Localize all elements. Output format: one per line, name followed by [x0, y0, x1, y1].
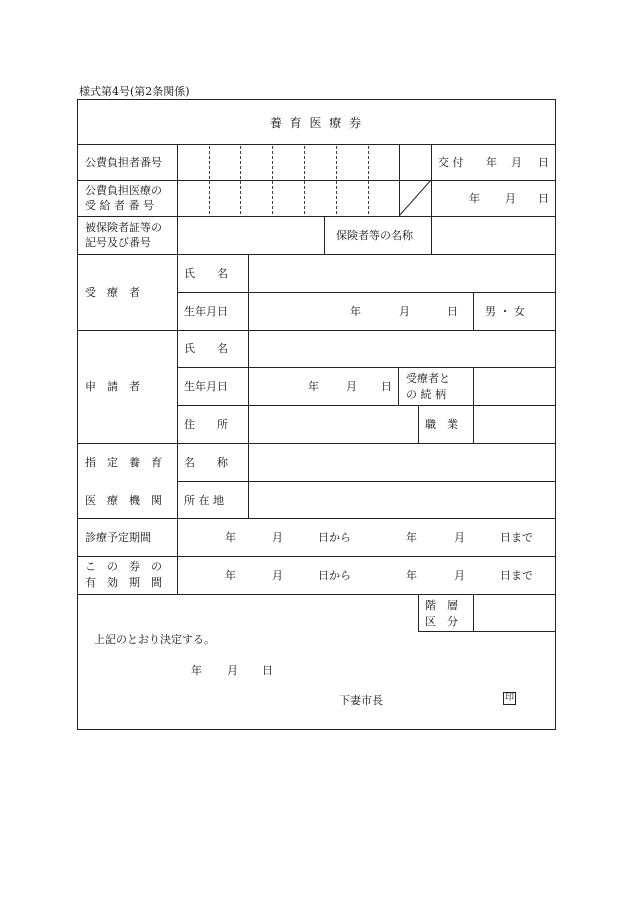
date-year: 年 — [469, 192, 480, 205]
birth-day: 日 — [447, 305, 458, 318]
decision-year: 年 — [191, 664, 202, 677]
column-divider — [324, 216, 325, 254]
digit-box-divider — [240, 146, 241, 214]
decision-day: 日 — [262, 664, 273, 677]
period-to-year: 年 — [406, 531, 417, 544]
digit-box-divider — [336, 146, 337, 214]
valid-to-month: 月 — [454, 569, 465, 582]
patient-label: 受 療 者 — [85, 286, 140, 299]
row-divider — [77, 254, 556, 255]
tier-label: 区 分 — [425, 615, 458, 628]
tier-label: 階 層 — [425, 599, 458, 612]
period-to-day: 日まで — [500, 531, 533, 544]
insured-label: 記号及び番号 — [85, 236, 151, 249]
insurer-name-label: 保険者等の名称 — [336, 229, 413, 242]
issue-day: 日 — [538, 156, 549, 169]
applicant-birth-label: 生年月日 — [184, 380, 228, 393]
validity-label: こ の 券 の — [85, 560, 162, 573]
institution-label: 医 療 機 関 — [85, 494, 162, 507]
row-divider — [77, 144, 556, 145]
row-divider — [77, 443, 556, 444]
column-divider — [248, 254, 249, 330]
column-divider — [248, 330, 249, 443]
row-divider — [177, 405, 556, 406]
issue-year: 年 — [486, 156, 497, 169]
decision-text: 上記のとおり決定する。 — [94, 633, 215, 646]
patient-name-label: 氏 名 — [184, 267, 228, 280]
column-divider — [418, 405, 419, 443]
occupation-label: 職 業 — [425, 418, 458, 431]
row-divider — [177, 367, 556, 368]
period-from-year: 年 — [225, 531, 236, 544]
address-label: 住 所 — [184, 418, 228, 431]
row-divider — [77, 216, 556, 217]
period-to-month: 月 — [454, 531, 465, 544]
treatment-period-label: 診療予定期間 — [85, 531, 151, 544]
period-from-month: 月 — [272, 531, 283, 544]
column-divider — [473, 405, 474, 443]
column-divider — [418, 594, 419, 631]
row-divider — [177, 292, 556, 293]
mayor-title: 下妻市長 — [339, 694, 383, 707]
relation-label: の 続 柄 — [406, 388, 446, 401]
date-day: 日 — [538, 192, 549, 205]
column-divider — [473, 367, 474, 405]
digit-box-divider — [272, 146, 273, 214]
institution-location-label: 所 在 地 — [184, 494, 224, 507]
form-title: 養 育 医 療 券 — [269, 116, 364, 130]
seal-stamp: 印 — [504, 693, 514, 703]
column-divider — [473, 594, 474, 631]
applicant-birth-year: 年 — [308, 380, 319, 393]
decision-month: 月 — [227, 664, 238, 677]
birth-month: 月 — [399, 305, 410, 318]
form-number: 様式第4号(第2条関係) — [79, 85, 190, 98]
digit-box-divider — [209, 146, 210, 214]
period-from-day: 日から — [318, 531, 351, 544]
recipient-number-label: 受 給 者 番 号 — [85, 199, 154, 212]
row-divider — [77, 330, 556, 331]
recipient-number-label: 公費負担医療の — [85, 184, 162, 197]
issue-month: 月 — [511, 156, 522, 169]
row-divider — [77, 180, 556, 181]
insured-label: 被保険者証等の — [85, 221, 162, 234]
column-divider — [398, 367, 399, 405]
patient-birth-label: 生年月日 — [184, 305, 228, 318]
column-divider — [177, 144, 178, 594]
diagonal-slash — [399, 180, 432, 216]
column-divider — [473, 292, 474, 330]
digit-box-divider — [304, 146, 305, 214]
valid-from-year: 年 — [225, 569, 236, 582]
valid-from-day: 日から — [318, 569, 351, 582]
row-divider — [77, 518, 556, 519]
applicant-label: 申 請 者 — [85, 380, 140, 393]
row-divider — [418, 631, 556, 632]
valid-from-month: 月 — [272, 569, 283, 582]
issue-label: 交 付 — [438, 156, 464, 169]
row-divider — [177, 481, 556, 482]
digit-box-divider — [368, 146, 369, 214]
applicant-name-label: 氏 名 — [184, 342, 228, 355]
column-divider — [431, 216, 432, 254]
valid-to-day: 日まで — [500, 569, 533, 582]
row-divider — [77, 556, 556, 557]
applicant-birth-month: 月 — [346, 380, 357, 393]
payer-number-label: 公費負担者番号 — [85, 156, 162, 169]
gender-options: 男 ・ 女 — [485, 305, 525, 318]
institution-name-label: 名 称 — [184, 456, 228, 469]
relation-label: 受療者と — [406, 372, 450, 385]
applicant-birth-day: 日 — [381, 380, 392, 393]
institution-label: 指 定 養 育 — [85, 456, 162, 469]
date-month: 月 — [505, 192, 516, 205]
column-divider — [248, 443, 249, 518]
row-divider — [77, 594, 556, 595]
valid-to-year: 年 — [406, 569, 417, 582]
birth-year: 年 — [350, 305, 361, 318]
validity-label: 有 効 期 間 — [85, 576, 162, 589]
